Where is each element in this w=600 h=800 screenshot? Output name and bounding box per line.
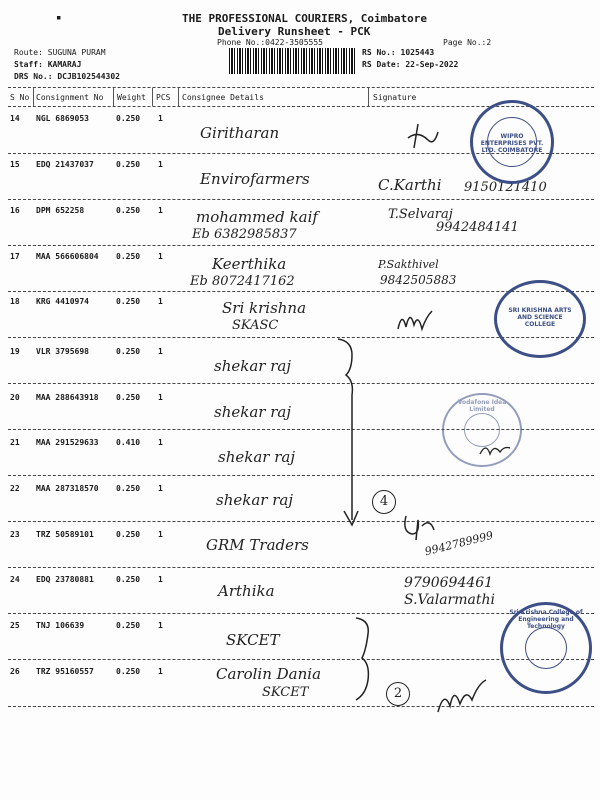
col-pcs: PCS	[156, 93, 171, 102]
receiver-phone: 9942789999	[423, 528, 495, 559]
row-separator	[8, 245, 594, 246]
consignee-name: Carolin Dania	[216, 665, 322, 683]
row-consignment: MAA 291529633	[36, 438, 99, 447]
row-pcs: 1	[158, 575, 163, 584]
group-bracket	[352, 614, 382, 704]
row-pcs: 1	[158, 252, 163, 261]
route: Route: SUGUNA PURAM	[14, 48, 106, 57]
row-weight: 0.250	[116, 160, 141, 169]
consignee-name: Envirofarmers	[200, 170, 310, 188]
consignee-name: Arthika	[218, 582, 275, 600]
row-pcs: 1	[158, 438, 163, 447]
row-sno: 16	[10, 206, 20, 215]
consignee-name: mohammed kaif	[196, 208, 318, 226]
row-weight: 0.250	[116, 484, 141, 493]
col-divider	[33, 88, 34, 106]
seal-inner-ring	[525, 627, 567, 669]
row-consignment: EDQ 23780881	[36, 575, 94, 584]
col-weight: Weight	[117, 93, 146, 102]
rs-number: RS No.: 1025443	[362, 48, 435, 57]
header-top-rule	[8, 87, 594, 88]
row-sno: 19	[10, 347, 20, 356]
row-separator	[8, 567, 594, 568]
row-separator	[8, 383, 594, 384]
consignee-extra: Eb 6382985837	[192, 227, 297, 242]
row-consignment: TRZ 95160557	[36, 667, 94, 676]
group-bracket	[330, 335, 370, 530]
row-pcs: 1	[158, 114, 163, 123]
company-title: THE PROFESSIONAL COURIERS, Coimbatore	[182, 12, 428, 25]
row-weight: 0.250	[116, 206, 141, 215]
seal-text: SRI KRISHNA ARTS AND SCIENCE COLLEGE	[508, 307, 572, 328]
row-separator	[8, 475, 594, 476]
signature-text: C.Karthi	[378, 176, 442, 194]
col-sno: S No	[10, 93, 30, 102]
receiver-phone: 9790694461	[404, 575, 494, 591]
row-separator	[8, 706, 594, 707]
row-consignment: TRZ 50589101	[36, 530, 94, 539]
row-sno: 17	[10, 252, 20, 261]
consignee-name: Sri krishna	[222, 299, 307, 317]
col-divider	[113, 88, 114, 106]
row-consignment: KRG 4410974	[36, 297, 89, 306]
row-pcs: 1	[158, 160, 163, 169]
receiver-phone: 9150121410	[464, 180, 547, 195]
row-pcs: 1	[158, 206, 163, 215]
row-consignment: NGL 6869053	[36, 114, 89, 123]
row-pcs: 1	[158, 347, 163, 356]
row-separator	[8, 199, 594, 200]
seal-text: Vodafone Idea Limited	[457, 399, 507, 413]
consignee-name: Giritharan	[200, 124, 280, 142]
consignee-name: Keerthika	[212, 255, 287, 273]
telecom-seal-stamp	[442, 393, 522, 467]
col-details: Consignee Details	[182, 93, 264, 102]
engineering-college-seal-stamp	[500, 602, 592, 694]
phone-number: Phone No.:0422-3505555	[217, 38, 323, 47]
row-sno: 20	[10, 393, 20, 402]
row-sno: 21	[10, 438, 20, 447]
receiver-phone: 9942484141	[436, 220, 519, 235]
row-pcs: 1	[158, 393, 163, 402]
row-weight: 0.250	[116, 252, 141, 261]
col-divider	[178, 88, 179, 106]
consignee-extra: SKASC	[232, 318, 279, 333]
row-pcs: 1	[158, 621, 163, 630]
group-count-circle: 2	[386, 682, 410, 706]
col-divider	[368, 88, 369, 106]
page-number: Page No.:2	[443, 38, 492, 47]
row-pcs: 1	[158, 297, 163, 306]
consignee-name: SKCET	[226, 631, 280, 649]
row-consignment: MAA 288643918	[36, 393, 99, 402]
group-count-circle: 4	[372, 490, 396, 514]
signature-scribble	[396, 303, 436, 337]
row-weight: 0.250	[116, 347, 141, 356]
table-row	[0, 484, 600, 494]
row-consignment: MAA 566606804	[36, 252, 99, 261]
row-consignment: VLR 3795698	[36, 347, 89, 356]
row-sno: 22	[10, 484, 20, 493]
document-title: Delivery Runsheet - PCK	[218, 25, 371, 38]
consignee-extra: SKCET	[262, 685, 309, 700]
consignee-name: shekar raj	[216, 491, 293, 509]
row-sno: 24	[10, 575, 20, 584]
row-sno: 23	[10, 530, 20, 539]
row-weight: 0.250	[116, 530, 141, 539]
row-separator	[8, 613, 594, 614]
seal-inner-ring	[464, 413, 500, 447]
row-weight: 0.250	[116, 393, 141, 402]
signature-text: T.Selvaraj	[388, 207, 453, 222]
row-sno: 25	[10, 621, 20, 630]
header-mark: ▪	[56, 13, 62, 23]
signature-scribble	[434, 676, 490, 716]
row-consignment: MAA 287318570	[36, 484, 99, 493]
consignee-name: GRM Traders	[206, 536, 309, 554]
row-sno: 15	[10, 160, 20, 169]
row-sno: 14	[10, 114, 20, 123]
consignee-name: shekar raj	[214, 403, 291, 421]
receiver-phone: 9842505883	[380, 273, 457, 287]
rs-date: RS Date: 22-Sep-2022	[362, 60, 459, 69]
consignee-name: shekar raj	[214, 357, 291, 375]
row-weight: 0.250	[116, 667, 141, 676]
row-weight: 0.410	[116, 438, 141, 447]
row-consignment: EDQ 21437037	[36, 160, 94, 169]
staff: Staff: KAMARAJ	[14, 60, 82, 69]
row-sno: 26	[10, 667, 20, 676]
row-sno: 18	[10, 297, 20, 306]
col-divider	[152, 88, 153, 106]
company-seal-stamp	[470, 100, 554, 184]
signature-text: P.Sakthivel	[378, 258, 439, 271]
table-row	[0, 575, 600, 585]
row-separator	[8, 521, 594, 522]
signature-text: S.Valarmathi	[404, 592, 495, 608]
row-consignment: DPM 652258	[36, 206, 85, 215]
table-row	[0, 252, 600, 262]
signature-scribble	[400, 512, 440, 542]
signature-scribble	[404, 118, 444, 154]
drs-number: DRS No.: DCJB102544302	[14, 72, 120, 81]
row-pcs: 1	[158, 667, 163, 676]
consignee-name: shekar raj	[218, 448, 295, 466]
row-pcs: 1	[158, 530, 163, 539]
seal-text: WIPRO ENTERPRISES PVT. LTD. COIMBATORE	[480, 133, 544, 154]
seal-text: Sri Krishna College of Engineering and Technology	[509, 609, 583, 630]
col-consignment: Consignment No	[36, 93, 104, 102]
college-seal-stamp	[494, 280, 586, 358]
row-weight: 0.250	[116, 621, 141, 630]
row-weight: 0.250	[116, 297, 141, 306]
row-weight: 0.250	[116, 114, 141, 123]
row-consignment: TNJ 106639	[36, 621, 85, 630]
row-pcs: 1	[158, 484, 163, 493]
row-weight: 0.250	[116, 575, 141, 584]
consignee-extra: Eb 8072417162	[190, 274, 295, 289]
col-signature: Signature	[373, 93, 417, 102]
barcode-image	[229, 48, 355, 74]
